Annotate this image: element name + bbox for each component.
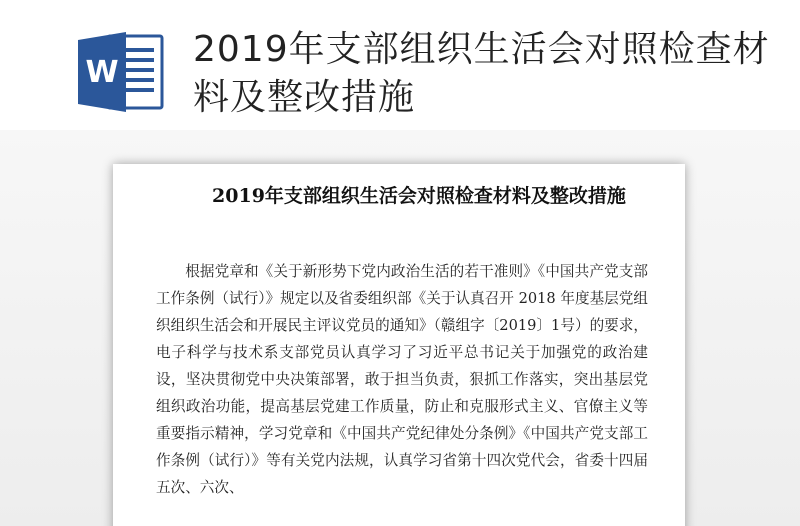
document-page (113, 164, 685, 526)
header (0, 0, 800, 140)
header-title: 2019年支部组织生活会对照检查材料及整改措施 (193, 29, 770, 118)
word-icon-letter: W (85, 55, 119, 90)
document-title: 2019年支部组织生活会对照检查材料及整改措施 (212, 185, 626, 207)
document-body-paragraph: 根据党章和《关于新形势下党内政治生活的若干准则》《中国共产党支部工作条例（试行）》规定以及省委组织部《关于认真召开 2018 年度基层党组织组织生活会和开展民主评议党员的通知》（赣组字〔2019〕1号）的要求，电子科学与技术系支部党员认真学习了习近平总书记关于加强党的政治建设，坚决贯彻党中央决策部署，敢于担当负责，狠抓工作落实，突出基层党组织政治功能，提高基层党建工作质量，防止和克服形式主义、官僚主义等重要指示精神，学习党章和《中国共产党纪律处分条例》《中国共产党支部工作条例（试行）》等有关党内法规，认真学习省第十四次党代会，省委十四届五次、六次、 (156, 263, 648, 496)
word-document-icon (76, 30, 164, 114)
